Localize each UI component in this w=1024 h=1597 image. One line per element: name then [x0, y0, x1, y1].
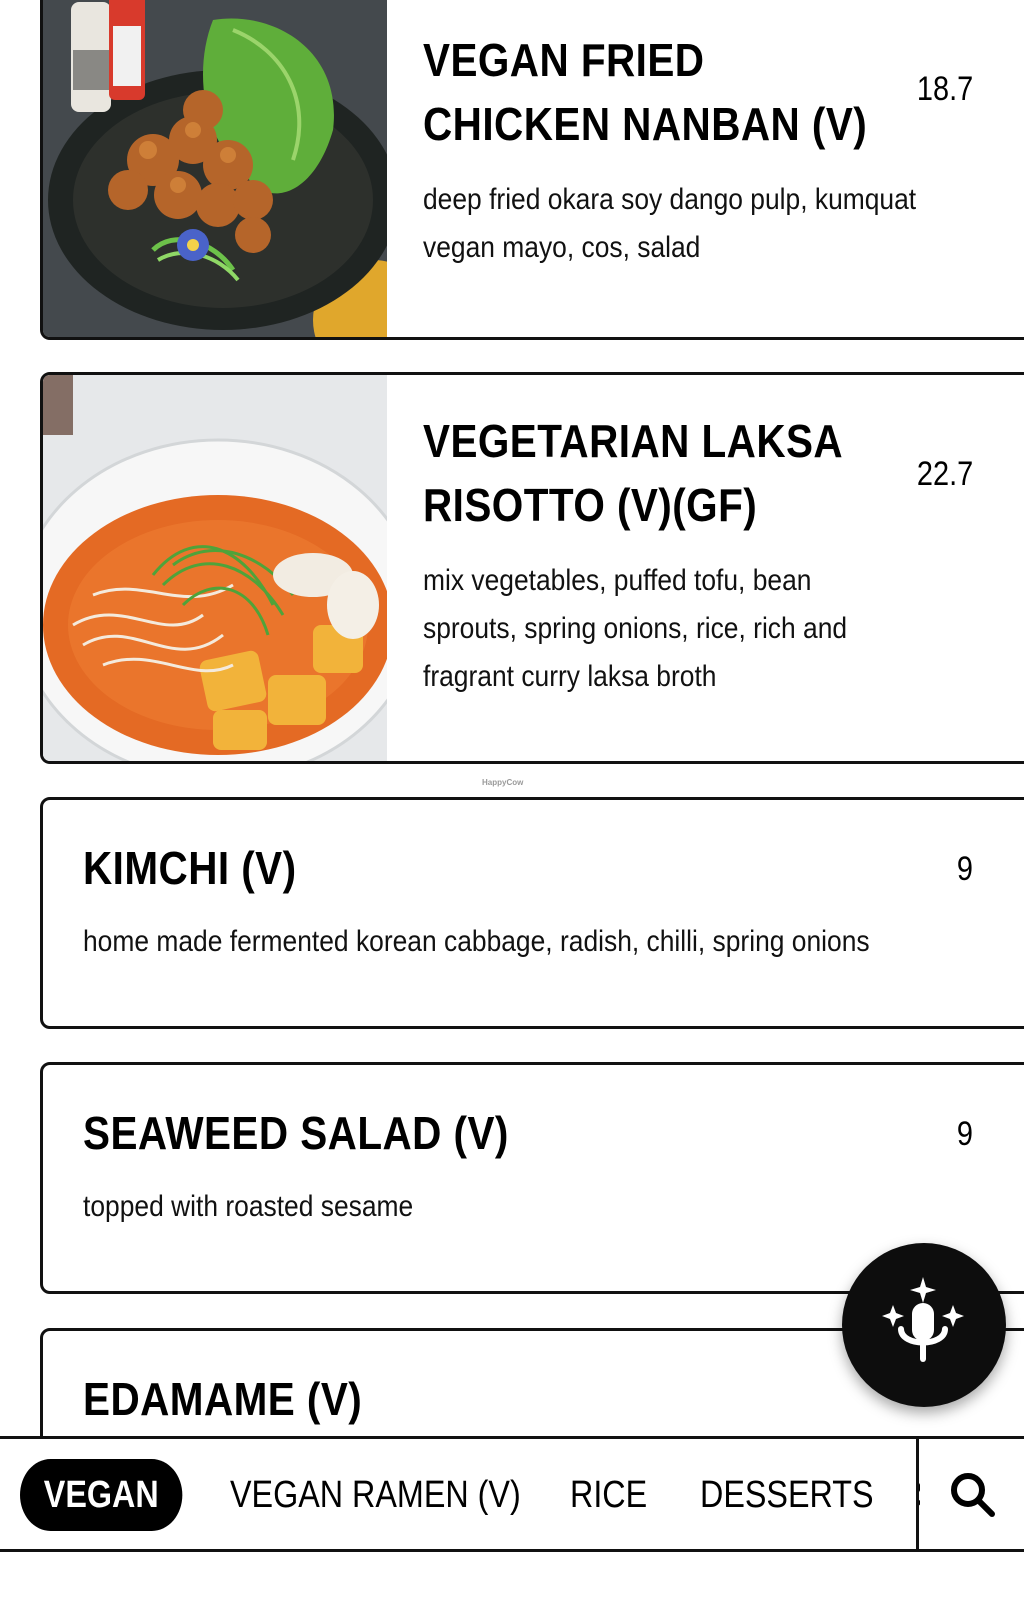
dish-photo: [43, 375, 387, 761]
item-description: topped with roasted sesame: [83, 1190, 414, 1223]
fried-chicken-photo: [43, 0, 387, 337]
tab-rice[interactable]: RICE: [570, 1473, 648, 1516]
item-description: mix vegetables, puffed tofu, bean sprouts, spring onions, rice, rich and fragrant curry laksa broth: [423, 564, 848, 693]
tab-desserts[interactable]: DESSERTS: [700, 1473, 874, 1516]
item-title: VEGAN FRIED CHICKEN NANBAN (V): [423, 34, 868, 150]
voice-assistant-button[interactable]: [842, 1243, 1006, 1407]
tab-divider: [916, 1439, 919, 1549]
search-icon: [948, 1470, 996, 1518]
search-button[interactable]: [920, 1439, 1024, 1549]
sparkle-microphone-icon: [879, 1275, 969, 1375]
item-price: 22.7: [916, 455, 973, 493]
menu-item-card[interactable]: [40, 372, 1024, 764]
watermark: HappyCow: [482, 778, 524, 787]
dish-photo: [43, 0, 387, 337]
item-description: home made fermented korean cabbage, radish, chilli, spring onions: [83, 925, 870, 958]
tab-vegan[interactable]: VEGAN: [20, 1459, 182, 1531]
item-description: deep fried okara soy dango pulp, kumquat vegan mayo, cos, salad: [423, 183, 917, 264]
item-price: 9: [956, 1115, 973, 1153]
menu-item-body: [387, 0, 1024, 337]
menu-item-card[interactable]: [40, 0, 1024, 340]
item-title: VEGETARIAN LAKSA RISOTTO (V)(GF): [423, 415, 844, 531]
item-title: KIMCHI (V): [83, 842, 297, 894]
item-price: 18.7: [916, 70, 973, 108]
item-price: 9: [956, 850, 973, 888]
category-tab-bar: [0, 1436, 1024, 1552]
tab-vegan-ramen[interactable]: VEGAN RAMEN (V): [230, 1473, 521, 1516]
menu-item-body: [387, 375, 1024, 761]
menu-item-card[interactable]: [40, 797, 1024, 1029]
laksa-photo: [43, 375, 387, 761]
item-title: SEAWEED SALAD (V): [83, 1107, 509, 1159]
item-title: EDAMAME (V): [83, 1373, 363, 1425]
